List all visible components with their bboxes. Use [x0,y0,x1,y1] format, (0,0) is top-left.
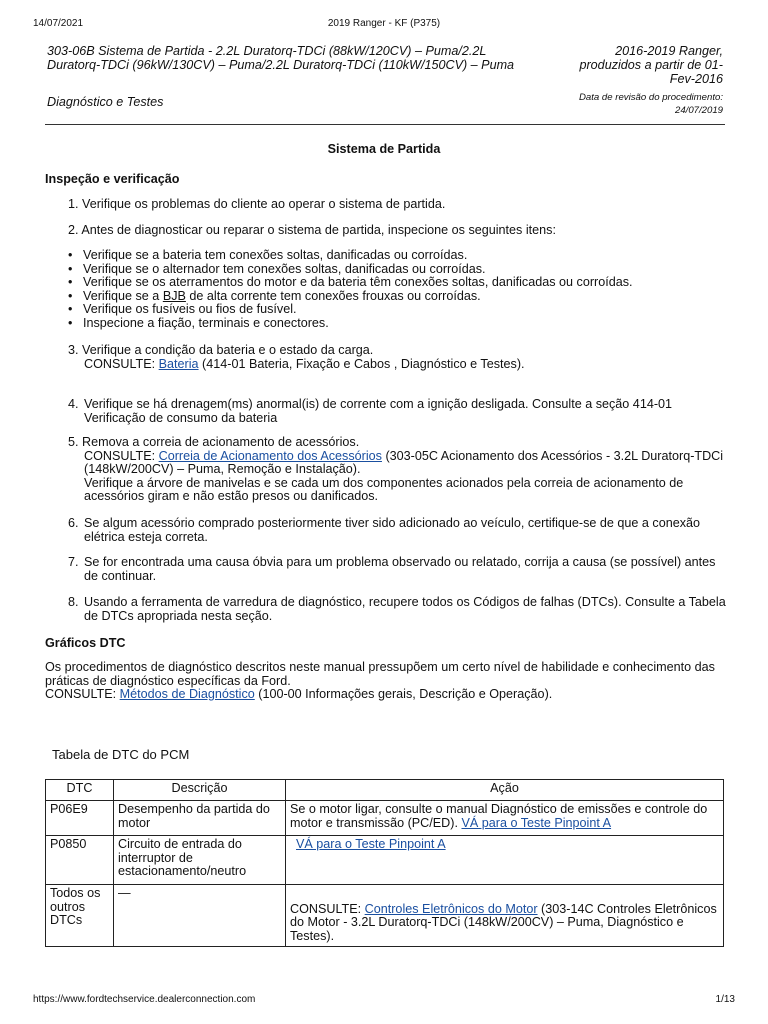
dtc-graphics-heading: Gráficos DTC [45,636,126,650]
step-5: 5. Remova a correia de acionamento de acessórios. CONSULTE: Correia de Acionamento dos Acessórios (303-05C Acionamento dos Acessórios - 3.2L Duratorq-TDCi (148kW/200CV) – Puma, Remoção e Instalação). Verifique a árvore de manivelas e se cada um dos componentes acionados pela correia de acionamento de acessórios giram e não estão presos ou danificados. [68,436,728,504]
print-doc-title: 2019 Ranger - KF (P375) [327,18,441,29]
step-5-consult: CONSULTE: [84,448,159,463]
bjb-abbreviation[interactable]: BJB [162,288,186,303]
pinpoint-test-link[interactable]: VÁ para o Teste Pinpoint A [461,815,612,830]
bullet-item: • Verifique os fusíveis ou fios de fusível. [68,302,297,317]
model-line-3: Fev-2016 [669,72,723,86]
revision-label: Data de revisão do procedimento: [579,92,723,103]
dtc-ref: (100-00 Informações gerais, Descrição e Operação). [254,687,553,702]
row-dtc: P0850 [46,836,114,885]
bullet-item: • Verifique se o alternador tem conexões soltas, danificadas ou corroídas. [68,261,486,276]
col-description-header: Descrição [114,780,286,801]
step-4-text: Verifique se há drenagem(ms) anormal(is) de corrente com a ignição desligada. Consulte a seção 414-01 Verificação de consumo da bateria [84,397,673,425]
table-heading: Tabela de DTC do PCM [52,747,190,762]
pinpoint-test-link[interactable]: VÁ para o Teste Pinpoint A [296,837,446,851]
row-action [286,836,724,885]
accessory-belt-link[interactable]: Correia de Acionamento dos Acessórios [158,448,382,463]
dtc-table [45,779,724,947]
step-7-text: Se for encontrada uma causa óbvia para um problema observado ou relatado, corrija a causa (se possível) antes de continuar. [84,555,716,583]
row-action [286,801,724,836]
step-5-ref: (303-05C Acionamento dos Acessórios - 3.2L Duratorq-TDCi (148kW/200CV) – Puma, Remoção e Instalação). [84,448,724,477]
row-action [286,885,724,947]
print-date: 14/07/2021 [33,18,84,29]
step-8-text: Usando a ferramenta de varredura de diagnóstico, recupere todos os Códigos de falhas (DTCs). Consulte a Tabela de DTCs apropriada nesta seção. [84,595,726,623]
row-action-consult: CONSULTE: [290,901,365,916]
step-3-ref: (414-01 Bateria, Fixação e Cabos , Diagnóstico e Testes). [198,356,525,371]
step-4: 4. Verifique se há drenagem(ms) anormal(is) de corrente com a ignição desligada. Consulte a seção 414-01 Verificação de consumo da bateria [68,398,728,425]
step-5-text: Remova a correia de acionamento de acessórios. [82,435,360,449]
page-title: Sistema de Partida [327,142,441,156]
dtc-graphics-text: Os procedimentos de diagnóstico descritos neste manual pressupõem um certo nível de habilidade e conhecimento das práticas de diagnóstico específicas da Ford. [45,660,715,688]
header-divider [45,124,725,125]
step-7: 7. Se for encontrada uma causa óbvia para um problema observado ou relatado, corrija a causa (se possível) antes de continuar. [68,556,728,583]
engine-controls-link[interactable]: Controles Eletrônicos do Motor [364,901,538,916]
step-6: 6. Se algum acessório comprado posteriormente tiver sido adicionado ao veículo, certifique-se de que a conexão elétrica esteja correta. [68,517,728,544]
bullet-item: • Verifique se a BJB de alta corrente tem conexões frouxas ou corroídas. [68,288,481,303]
row-action-text: Se o motor ligar, consulte o manual Diagnóstico de emissões e controle do motor e transmissão (PC/ED). [290,802,708,830]
table-row [46,836,724,885]
footer-page-number: 1/13 [715,994,735,1005]
bullet-text: Verifique os fusíveis ou fios de fusível. [83,302,297,317]
row-description: — [114,885,286,947]
revision-info [540,91,723,117]
model-info [560,44,723,86]
bullet-text: Verifique se a bateria tem conexões soltas, danificadas ou corroídas. [83,248,468,262]
bullet-text-pre: Verifique se a [83,288,163,303]
diagnostic-methods-link[interactable]: Métodos de Diagnóstico [119,687,255,702]
bullet-text: Inspecione a fiação, terminais e conectores. [83,315,329,330]
table-row [46,885,724,947]
bullet-text: Verifique se os aterramentos do motor e da bateria têm conexões soltas, danificadas ou corroídas. [83,275,633,290]
step-6-text: Se algum acessório comprado posteriormente tiver sido adicionado ao veículo, certifique-se de que a conexão elétrica esteja correta. [84,516,701,544]
revision-date: 24/07/2019 [674,105,723,116]
step-3: 3. Verifique a condição da bateria e o estado da carga. CONSULTE: Bateria (414-01 Bateria, Fixação e Cabos , Diagnóstico e Testes). [68,343,525,371]
step-1: 1. Verifique os problemas do cliente ao operar o sistema de partida. [68,197,446,211]
step-3-text: Verifique a condição da bateria e o estado da carga. [82,343,374,357]
bullet-item: • Inspecione a fiação, terminais e conectores. [68,315,329,330]
model-line-1: 2016-2019 Ranger, [615,44,723,58]
step-5-check: Verifique a árvore de manivelas e se cada um dos componentes acionados pela correia de acionamento de acessórios giram e não estão presos ou danificados. [84,475,684,504]
row-dtc: P06E9 [46,801,114,836]
bateria-link[interactable]: Bateria [158,356,199,371]
bullet-item: • Verifique se os aterramentos do motor e da bateria têm conexões soltas, danificadas ou corroídas. [68,275,633,290]
table-header-row [46,780,724,801]
col-action-header: Ação [286,780,724,801]
model-line-2: produzidos a partir de 01- [579,58,723,72]
row-dtc: Todos os outros DTCs [46,885,114,947]
dtc-graphics-paragraph [45,661,730,702]
footer-url: https://www.fordtechservice.dealerconnection.com [33,994,256,1005]
step-2-text: Antes de diagnosticar ou reparar o sistema de partida, inspecione os seguintes itens: [81,223,556,237]
inspection-bullets [68,248,728,331]
dtc-consult: CONSULTE: [45,687,120,702]
table-row [46,801,724,836]
step-1-text: Verifique os problemas do cliente ao operar o sistema de partida. [82,197,446,211]
step-3-consult: CONSULTE: [84,356,159,371]
bullet-text-post: de alta corrente tem conexões frouxas ou corroídas. [185,288,481,303]
step-2: 2. Antes de diagnosticar ou reparar o sistema de partida, inspecione os seguintes itens: [68,223,556,237]
step-8: 8. Usando a ferramenta de varredura de diagnóstico, recupere todos os Códigos de falhas (DTCs). Consulte a Tabela de DTCs apropriada nesta seção. [68,596,728,623]
section-label: Diagnóstico e Testes [47,95,164,109]
row-description: Circuito de entrada do interruptor de estacionamento/neutro [114,836,286,885]
row-description: Desempenho da partida do motor [114,801,286,836]
inspection-heading: Inspeção e verificação [45,172,180,186]
procedure-title: 303-06B Sistema de Partida - 2.2L Duratorq-TDCi (88kW/120CV) – Puma/2.2L Duratorq-TDCi (96kW/130CV) – Puma/2.2L Duratorq-TDCi (110kW/150CV) – Puma [47,44,515,72]
col-dtc-header: DTC [46,780,114,801]
bullet-text: Verifique se o alternador tem conexões soltas, danificadas ou corroídas. [83,261,486,276]
bullet-item: • Verifique se a bateria tem conexões soltas, danificadas ou corroídas. [68,248,468,262]
row-action-ref: (303-14C Controles Eletrônicos do Motor - 3.2L Duratorq-TDCi (148kW/200CV) – Puma, Diagnóstico e Testes). [290,901,717,943]
